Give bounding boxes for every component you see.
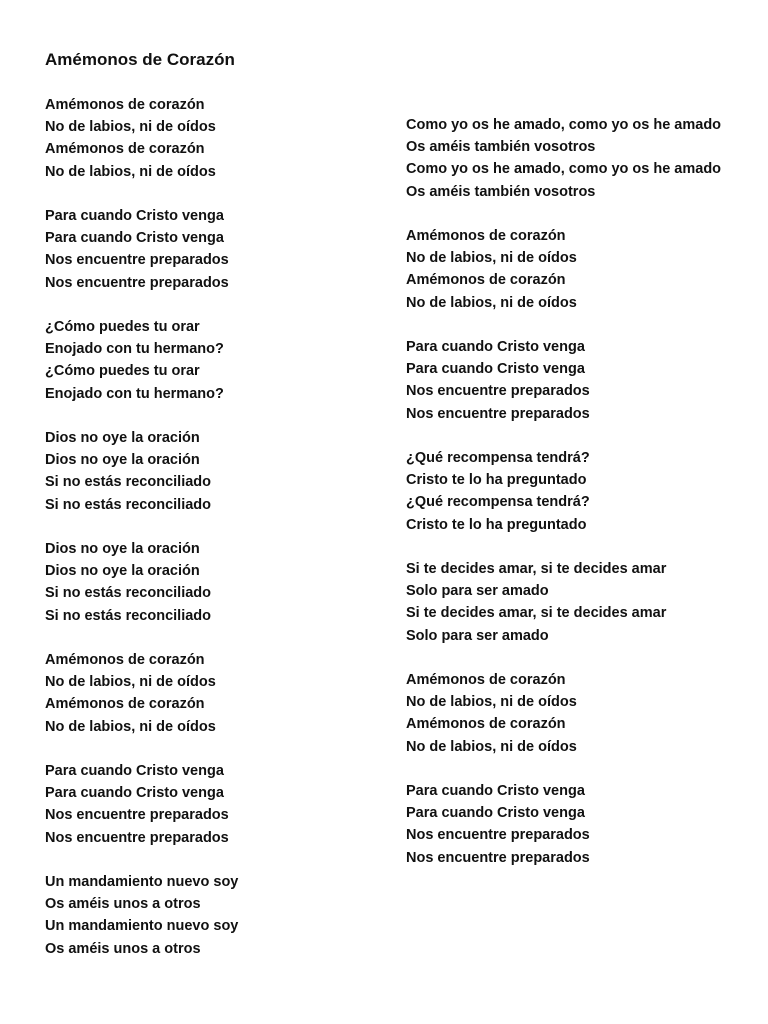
lyric-line: Si te decides amar, si te decides amar [406, 561, 667, 577]
stanza [45, 649, 375, 738]
stanza [45, 538, 375, 627]
stanza [406, 225, 726, 314]
lyric-line: Nos encuentre preparados [45, 274, 229, 291]
stanza [406, 780, 726, 869]
lyric-line: Un mandamiento nuevo soy [45, 918, 239, 935]
lyric-line: Amémonos de corazón [406, 716, 566, 733]
song-title: Amémonos de Corazón [45, 50, 235, 69]
stanza [45, 871, 375, 960]
lyric-line: Nos encuentre preparados [406, 405, 590, 422]
lyric-line: Solo para ser amado [406, 583, 549, 600]
lyric-line: Solo para ser amado [406, 627, 549, 644]
stanza [45, 760, 375, 849]
lyric-line: Amémonos de corazón [406, 228, 566, 244]
lyric-line: Dios no oye la oración [45, 541, 200, 557]
stanza [45, 205, 375, 294]
lyric-line: Si no estás reconciliado [45, 607, 211, 624]
lyric-line: Para cuando Cristo venga [406, 805, 585, 822]
stanza [45, 316, 375, 405]
lyric-line: Para cuando Cristo venga [406, 783, 585, 799]
lyric-line: Nos encuentre preparados [45, 829, 229, 846]
lyric-line: Para cuando Cristo venga [406, 339, 585, 355]
lyric-line: ¿Qué recompensa tendrá? [406, 450, 590, 466]
lyric-line: ¿Qué recompensa tendrá? [406, 494, 590, 511]
lyric-line: Nos encuentre preparados [406, 383, 590, 400]
stanza [45, 94, 375, 183]
lyric-line: No de labios, ni de oídos [45, 718, 216, 735]
lyric-line: ¿Cómo puedes tu orar [45, 319, 200, 335]
lyric-line: Amémonos de corazón [45, 652, 205, 668]
lyric-line: Si no estás reconciliado [45, 585, 211, 602]
lyric-line: Nos encuentre preparados [45, 252, 229, 269]
lyric-line: Dios no oye la oración [45, 430, 200, 446]
stanza [406, 669, 726, 758]
lyric-line: Un mandamiento nuevo soy [45, 874, 239, 890]
lyric-line: Amémonos de corazón [406, 672, 566, 688]
lyric-line: Si te decides amar, si te decides amar [406, 605, 667, 622]
lyric-line: Cristo te lo ha preguntado [406, 516, 587, 533]
stanza [45, 427, 375, 516]
lyric-line: Para cuando Cristo venga [406, 361, 585, 378]
lyric-line: Para cuando Cristo venga [45, 230, 224, 247]
lyric-line: Amémonos de corazón [45, 97, 205, 113]
stanza [406, 336, 726, 425]
lyric-line: Dios no oye la oración [45, 563, 200, 580]
lyric-line: ¿Cómo puedes tu orar [45, 363, 200, 380]
stanza [406, 114, 726, 203]
lyric-line: No de labios, ni de oídos [45, 163, 216, 180]
stanza [406, 558, 726, 647]
lyric-line: No de labios, ni de oídos [406, 250, 577, 267]
lyric-line: Os améis también vosotros [406, 139, 596, 156]
lyric-line: Amémonos de corazón [406, 272, 566, 289]
lyric-line: Nos encuentre preparados [45, 807, 229, 824]
lyric-line: No de labios, ni de oídos [45, 674, 216, 691]
lyric-line: No de labios, ni de oídos [45, 119, 216, 136]
lyric-line: Como yo os he amado, como yo os he amado [406, 161, 722, 178]
lyric-line: No de labios, ni de oídos [406, 294, 577, 311]
lyric-line: No de labios, ni de oídos [406, 738, 577, 755]
lyric-line: Dios no oye la oración [45, 452, 200, 469]
lyric-line: Enojado con tu hermano? [45, 385, 224, 402]
stanza [406, 447, 726, 536]
lyric-line: Si no estás reconciliado [45, 496, 211, 513]
lyric-line: Como yo os he amado, como yo os he amado [406, 117, 722, 133]
lyric-line: Para cuando Cristo venga [45, 763, 224, 779]
lyric-line: Amémonos de corazón [45, 696, 205, 713]
lyric-line: No de labios, ni de oídos [406, 694, 577, 711]
lyric-line: Cristo te lo ha preguntado [406, 472, 587, 489]
lyric-line: Para cuando Cristo venga [45, 785, 224, 802]
lyric-line: Enojado con tu hermano? [45, 341, 224, 358]
lyrics-column-right [406, 114, 726, 869]
lyric-line: Si no estás reconciliado [45, 474, 211, 491]
lyric-line: Os améis unos a otros [45, 940, 201, 957]
lyric-line: Para cuando Cristo venga [45, 208, 224, 224]
lyrics-column-left [45, 94, 375, 960]
lyric-line: Nos encuentre preparados [406, 849, 590, 866]
lyric-line: Os améis unos a otros [45, 896, 201, 913]
lyric-line: Amémonos de corazón [45, 141, 205, 158]
lyric-line: Nos encuentre preparados [406, 827, 590, 844]
lyric-line: Os améis también vosotros [406, 183, 596, 200]
